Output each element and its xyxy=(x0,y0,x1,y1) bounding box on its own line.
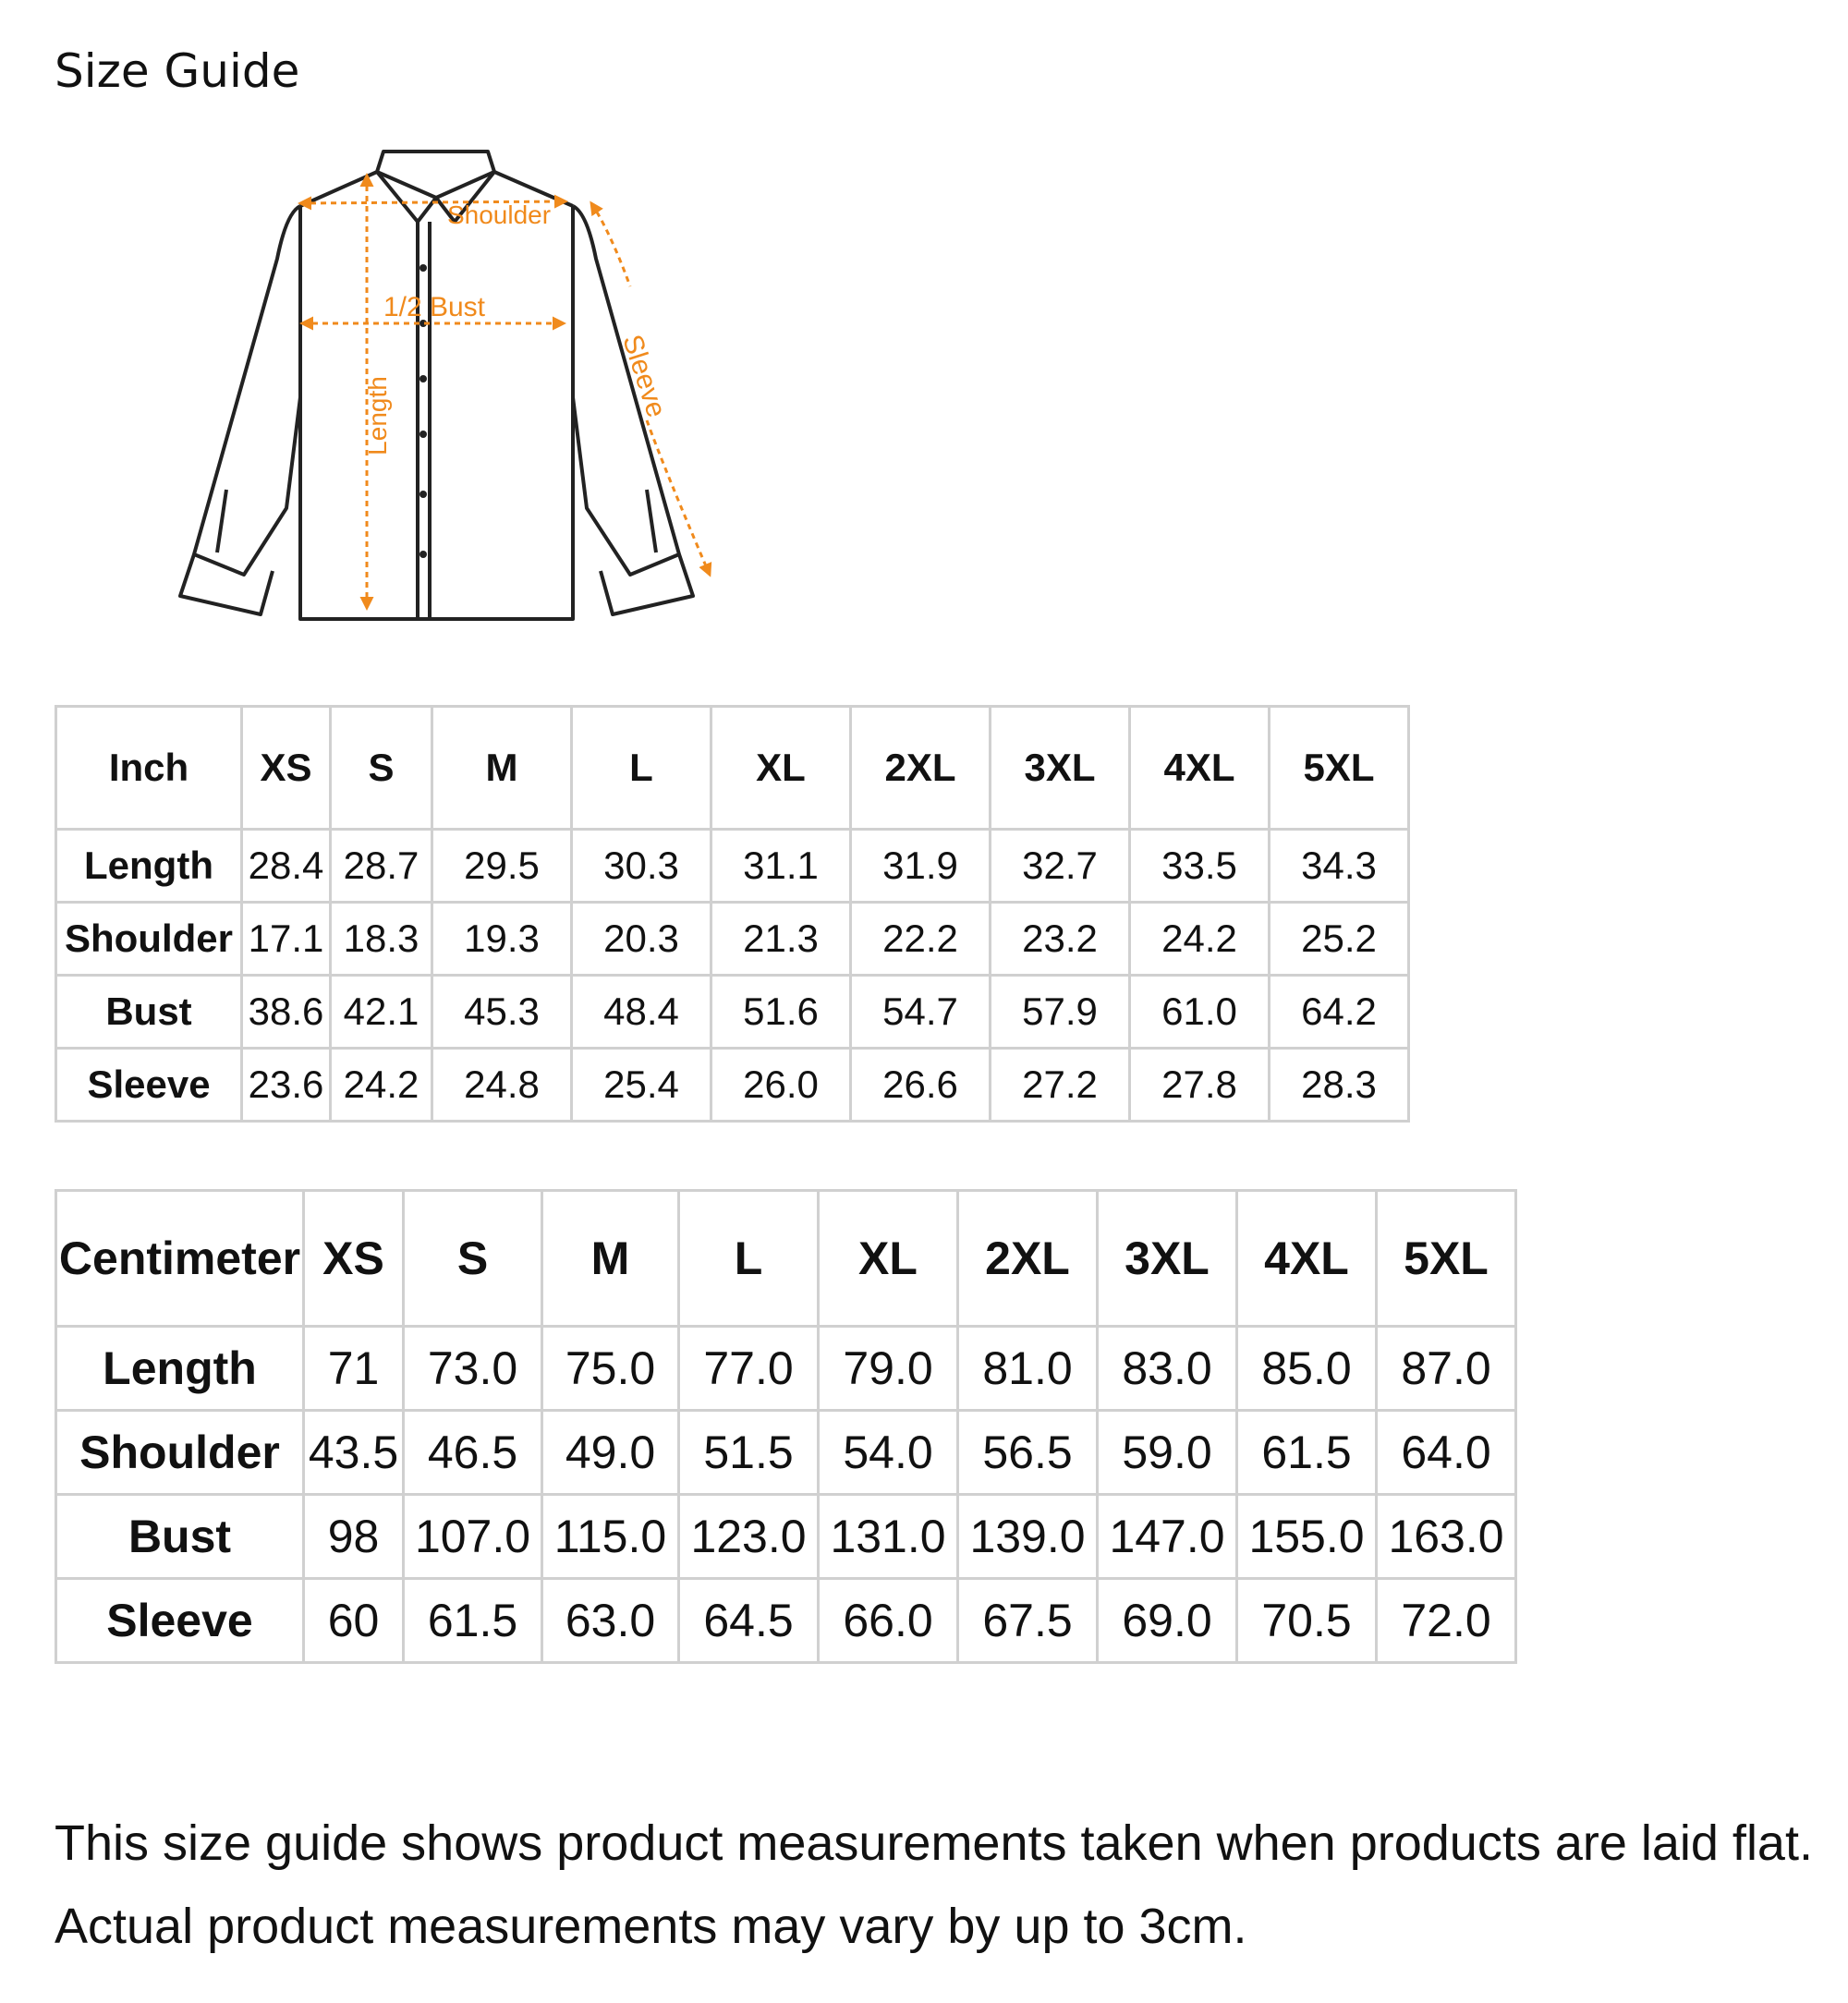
table-cell: 42.1 xyxy=(331,976,432,1049)
table-cell: 70.5 xyxy=(1237,1579,1377,1663)
size-header: XS xyxy=(304,1191,404,1327)
table-cell: 18.3 xyxy=(331,903,432,976)
table-cell: 33.5 xyxy=(1130,830,1270,903)
size-header: L xyxy=(679,1191,819,1327)
table-cell: 23.2 xyxy=(991,903,1130,976)
measurement-note: This size guide shows product measurements taken when products are laid flat. Actual product measurements may vary by up to 3cm. xyxy=(55,1815,1813,1954)
measure-label: Sleeve xyxy=(56,1049,242,1122)
shirt-diagram xyxy=(176,139,748,637)
table-cell: 26.6 xyxy=(851,1049,991,1122)
table-cell: 72.0 xyxy=(1377,1579,1516,1663)
shirt-outline xyxy=(180,152,693,619)
measure-label: Sleeve xyxy=(56,1579,304,1663)
centimeter-size-table xyxy=(55,1189,1517,1664)
unit-header: Inch xyxy=(56,707,242,830)
table-cell: 77.0 xyxy=(679,1327,819,1411)
size-header: 2XL xyxy=(851,707,991,830)
table-cell: 34.3 xyxy=(1270,830,1409,903)
inch-size-table xyxy=(55,705,1410,1123)
table-cell: 48.4 xyxy=(572,976,711,1049)
size-header: S xyxy=(404,1191,542,1327)
size-header: XL xyxy=(711,707,851,830)
size-header: M xyxy=(542,1191,679,1327)
table-cell: 26.0 xyxy=(711,1049,851,1122)
table-cell: 64.0 xyxy=(1377,1411,1516,1495)
size-header: 5XL xyxy=(1270,707,1409,830)
table-cell: 24.2 xyxy=(331,1049,432,1122)
table-row xyxy=(56,1579,1516,1663)
table-cell: 27.8 xyxy=(1130,1049,1270,1122)
table-cell: 131.0 xyxy=(819,1495,958,1579)
table-cell: 31.1 xyxy=(711,830,851,903)
table-cell: 57.9 xyxy=(991,976,1130,1049)
size-header: XS xyxy=(242,707,331,830)
header-row xyxy=(56,707,1409,830)
table-cell: 64.5 xyxy=(679,1579,819,1663)
table-cell: 25.4 xyxy=(572,1049,711,1122)
table-row xyxy=(56,903,1409,976)
shoulder-label: Shoulder xyxy=(446,200,552,229)
measure-label: Length xyxy=(56,830,242,903)
size-header: XL xyxy=(819,1191,958,1327)
table-cell: 147.0 xyxy=(1098,1495,1237,1579)
table-cell: 51.5 xyxy=(679,1411,819,1495)
table-cell: 17.1 xyxy=(242,903,331,976)
table-cell: 27.2 xyxy=(991,1049,1130,1122)
table-cell: 29.5 xyxy=(432,830,572,903)
table-cell: 71 xyxy=(304,1327,404,1411)
table-cell: 123.0 xyxy=(679,1495,819,1579)
header-row xyxy=(56,1191,1516,1327)
size-header: 4XL xyxy=(1130,707,1270,830)
measure-label: Bust xyxy=(56,976,242,1049)
table-cell: 46.5 xyxy=(404,1411,542,1495)
table-cell: 54.0 xyxy=(819,1411,958,1495)
table-cell: 64.2 xyxy=(1270,976,1409,1049)
size-header: 5XL xyxy=(1377,1191,1516,1327)
table-cell: 83.0 xyxy=(1098,1327,1237,1411)
table-cell: 43.5 xyxy=(304,1411,404,1495)
size-header: 2XL xyxy=(958,1191,1098,1327)
table-cell: 115.0 xyxy=(542,1495,679,1579)
table-cell: 163.0 xyxy=(1377,1495,1516,1579)
measure-label: Length xyxy=(56,1327,304,1411)
table-cell: 28.7 xyxy=(331,830,432,903)
table-cell: 25.2 xyxy=(1270,903,1409,976)
table-cell: 45.3 xyxy=(432,976,572,1049)
table-cell: 28.4 xyxy=(242,830,331,903)
table-row xyxy=(56,830,1409,903)
table-cell: 79.0 xyxy=(819,1327,958,1411)
table-row xyxy=(56,1327,1516,1411)
size-header: 3XL xyxy=(991,707,1130,830)
page-title: Size Guide xyxy=(55,44,300,98)
table-cell: 155.0 xyxy=(1237,1495,1377,1579)
size-header: 4XL xyxy=(1237,1191,1377,1327)
table-cell: 28.3 xyxy=(1270,1049,1409,1122)
size-header: 3XL xyxy=(1098,1191,1237,1327)
table-cell: 19.3 xyxy=(432,903,572,976)
size-header: S xyxy=(331,707,432,830)
table-cell: 21.3 xyxy=(711,903,851,976)
table-cell: 54.7 xyxy=(851,976,991,1049)
table-cell: 69.0 xyxy=(1098,1579,1237,1663)
table-cell: 61.0 xyxy=(1130,976,1270,1049)
measure-label: Shoulder xyxy=(56,1411,304,1495)
table-cell: 51.6 xyxy=(711,976,851,1049)
table-cell: 61.5 xyxy=(404,1579,542,1663)
table-row xyxy=(56,1049,1409,1122)
table-cell: 49.0 xyxy=(542,1411,679,1495)
table-cell: 67.5 xyxy=(958,1579,1098,1663)
table-cell: 30.3 xyxy=(572,830,711,903)
table-row xyxy=(56,976,1409,1049)
table-cell: 139.0 xyxy=(958,1495,1098,1579)
table-cell: 87.0 xyxy=(1377,1327,1516,1411)
measure-label: Shoulder xyxy=(56,903,242,976)
table-cell: 73.0 xyxy=(404,1327,542,1411)
table-cell: 66.0 xyxy=(819,1579,958,1663)
table-cell: 38.6 xyxy=(242,976,331,1049)
sleeve-label: Sleeve xyxy=(616,331,672,421)
table-row xyxy=(56,1411,1516,1495)
table-cell: 63.0 xyxy=(542,1579,679,1663)
table-cell: 107.0 xyxy=(404,1495,542,1579)
table-cell: 22.2 xyxy=(851,903,991,976)
table-cell: 32.7 xyxy=(991,830,1130,903)
table-cell: 98 xyxy=(304,1495,404,1579)
table-cell: 75.0 xyxy=(542,1327,679,1411)
table-cell: 85.0 xyxy=(1237,1327,1377,1411)
table-cell: 20.3 xyxy=(572,903,711,976)
unit-header: Centimeter xyxy=(56,1191,304,1327)
size-header: M xyxy=(432,707,572,830)
table-cell: 24.8 xyxy=(432,1049,572,1122)
half-bust-label: 1/2 Bust xyxy=(383,292,486,322)
table-cell: 60 xyxy=(304,1579,404,1663)
table-cell: 61.5 xyxy=(1237,1411,1377,1495)
table-cell: 24.2 xyxy=(1130,903,1270,976)
table-cell: 23.6 xyxy=(242,1049,331,1122)
size-header: L xyxy=(572,707,711,830)
table-cell: 59.0 xyxy=(1098,1411,1237,1495)
length-label: Length xyxy=(363,376,392,455)
table-row xyxy=(56,1495,1516,1579)
measure-label: Bust xyxy=(56,1495,304,1579)
table-cell: 56.5 xyxy=(958,1411,1098,1495)
table-cell: 31.9 xyxy=(851,830,991,903)
table-cell: 81.0 xyxy=(958,1327,1098,1411)
